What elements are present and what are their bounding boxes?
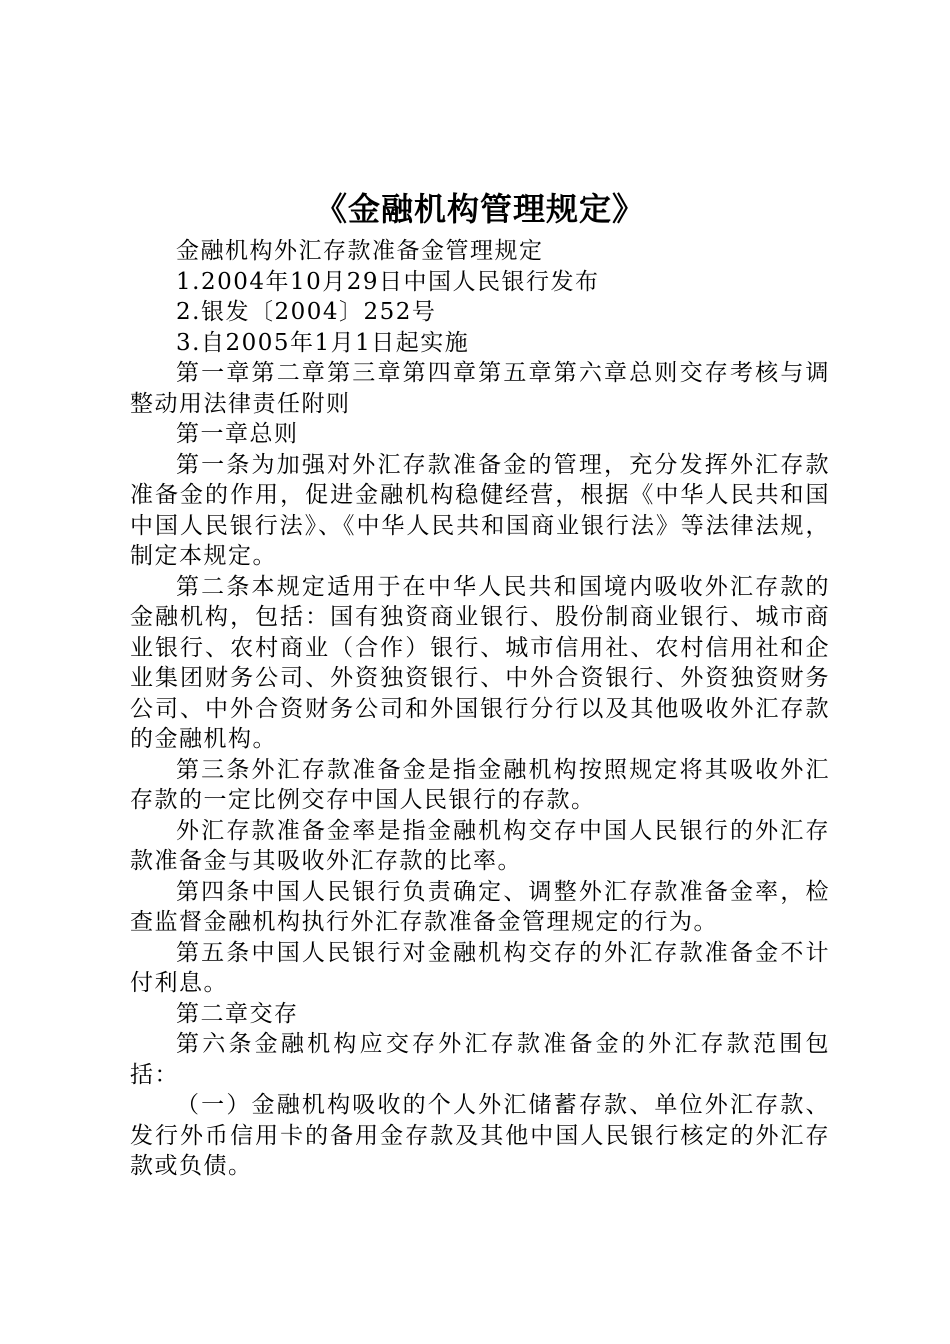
article-1: 第一条为加强对外汇存款准备金的管理，充分发挥外汇存款准备金的作用，促进金融机构稳健经营，根据《中华人民共和国中国人民银行法》、《中华人民共和国商业银行法》等法律法规，制定本规定。: [130, 451, 830, 569]
article-3-definition: 外汇存款准备金率是指金融机构交存中国人民银行的外汇存款准备金与其吸收外汇存款的比率。: [130, 817, 830, 874]
document-body: [130, 236, 830, 1182]
paragraph-document-number: 2.银发〔2004〕252号: [176, 299, 437, 325]
paragraph-chapter-list: 第一章第二章第三章第四章第五章第六章总则交存考核与调整动用法律责任附则: [130, 360, 830, 417]
article-3: 第三条外汇存款准备金是指金融机构按照规定将其吸收外汇存款的一定比例交存中国人民银行的存款。: [130, 756, 830, 813]
article-5: 第五条中国人民银行对金融机构交存的外汇存款准备金不计付利息。: [130, 939, 830, 996]
chapter-heading-1: 第一章总则: [176, 421, 299, 447]
article-2: 第二条本规定适用于在中华人民共和国境内吸收外汇存款的金融机构，包括：国有独资商业银行、股份制商业银行、城市商业银行、农村商业（合作）银行、城市信用社、农村信用社和企业集团财务公司、外资独资银行、中外合资银行、外资独资财务公司、中外合资财务公司和外国银行分行以及其他吸收外汇存款的金融机构。: [130, 573, 830, 752]
paragraph-effective-date: 3.自2005年1月1日起实施: [176, 329, 470, 356]
article-6: 第六条金融机构应交存外汇存款准备金的外汇存款范围包括：: [130, 1031, 830, 1088]
document-title: 《金融机构管理规定》: [314, 190, 645, 228]
paragraph-regulation-name: 金融机构外汇存款准备金管理规定: [176, 238, 544, 264]
paragraph-issue-date: 1.2004年10月29日中国人民银行发布: [176, 268, 600, 295]
article-6-item-1: （一）金融机构吸收的个人外汇储蓄存款、单位外汇存款、发行外币信用卡的备用金存款及其他中国人民银行核定的外汇存款或负债。: [130, 1092, 830, 1179]
chapter-heading-2: 第二章交存: [176, 1000, 299, 1027]
document-page: [130, 186, 830, 1182]
article-4: 第四条中国人民银行负责确定、调整外汇存款准备金率，检查监督金融机构执行外汇存款准备金管理规定的行为。: [130, 878, 830, 935]
